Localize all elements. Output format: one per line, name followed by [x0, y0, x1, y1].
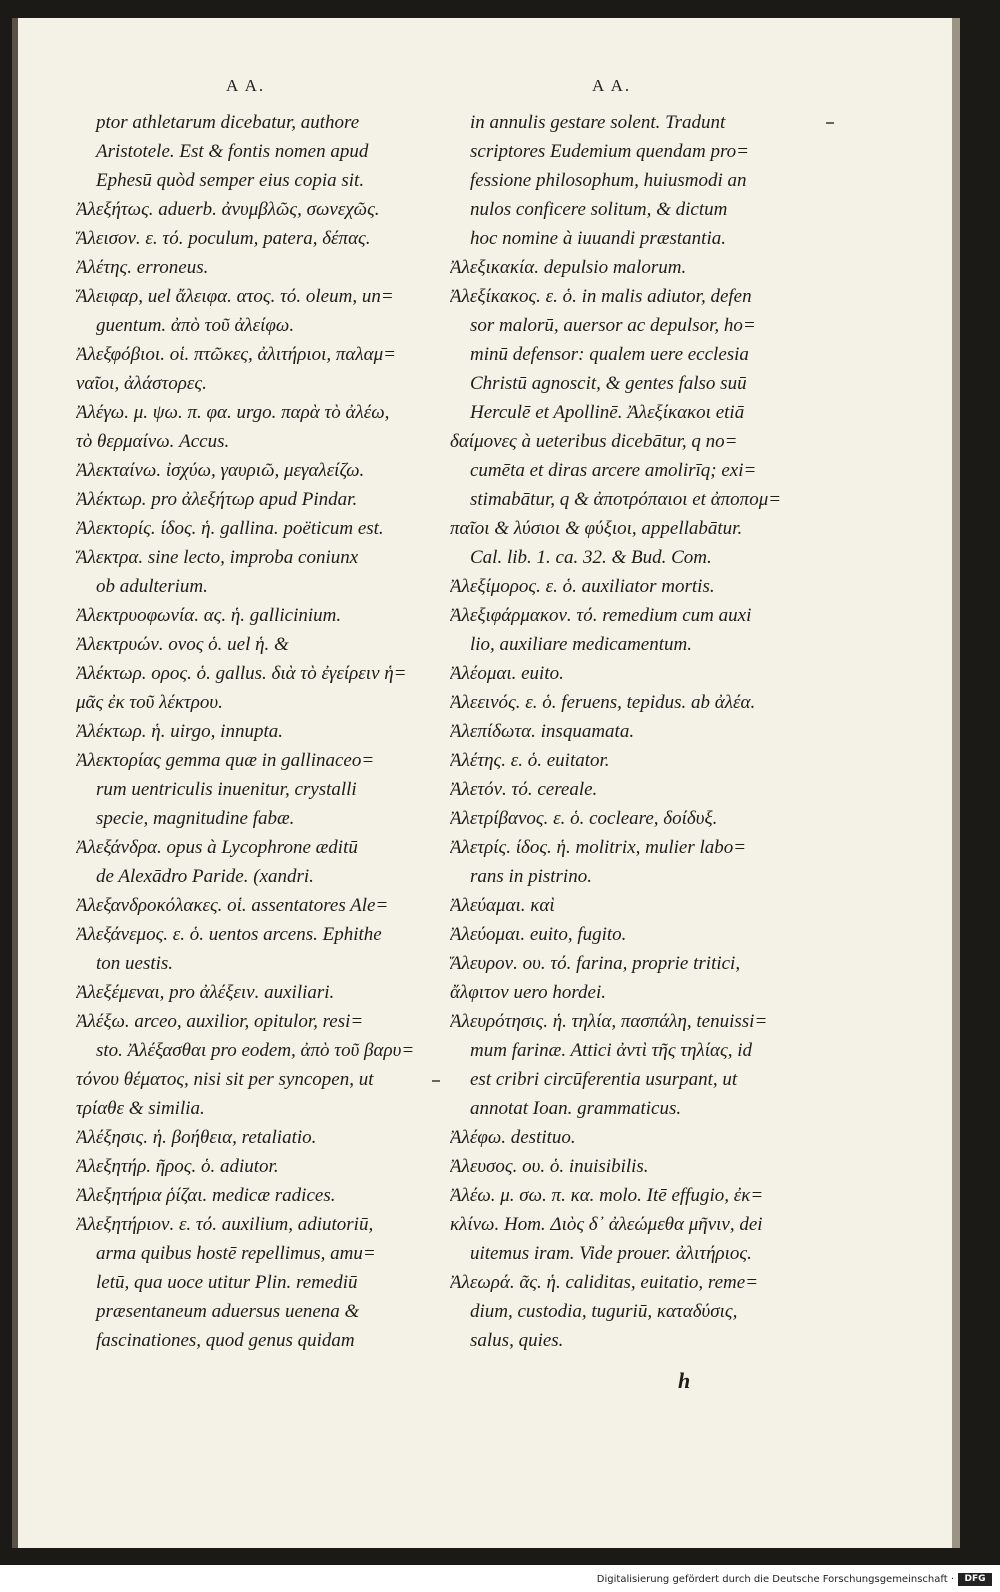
text-line: Ἀλεκτορίς. ίδος. ἡ. gallina. poëticum est. — [76, 518, 384, 539]
text-line: lio, auxiliare medicamentum. — [470, 634, 692, 655]
text-line: Ἀλέγω. μ. ψω. π. φα. urgo. παρὰ τὸ ἀλέω, — [76, 402, 390, 423]
text-line: Ἀλεξητήρια ῥίζαι. medicæ radices. — [76, 1185, 336, 1206]
text-line: Ἀλεκταίνω. ἰσχύω, γαυριῶ, μεγαλείζω. — [76, 460, 365, 481]
text-line: de Alexādro Paride. (xandri. — [96, 866, 314, 887]
book-page — [12, 18, 960, 1548]
text-line: Ἀλεξανδροκόλακες. οἱ. assentatores Ale= — [76, 895, 389, 916]
text-line: ναῖοι, ἀλάστορες. — [76, 373, 207, 394]
text-line: arma quibus hostē repellimus, amu= — [96, 1243, 376, 1264]
margin-mark — [826, 122, 834, 124]
text-line: Ἀλεωρά. ᾶς. ἡ. caliditas, euitatio, reme= — [450, 1272, 759, 1293]
text-line: ton uestis. — [96, 953, 174, 974]
text-line: uitemus iram. Vide prouer. ἀλιτήριος. — [470, 1243, 752, 1264]
text-line: Ἀλεξητήρ. ῆρος. ὁ. adiutor. — [76, 1156, 279, 1177]
text-line: ob adulterium. — [96, 576, 208, 597]
text-line: Ἀλεύαμαι. καὶ — [450, 895, 555, 916]
text-line: Ἀλέφω. destituo. — [450, 1127, 576, 1148]
text-line: specie, magnitudine fabæ. — [96, 808, 295, 829]
dfg-logo: DFG — [958, 1573, 992, 1586]
text-line: Ephesū quòd semper eius copia sit. — [96, 170, 365, 191]
text-line: mum farinæ. Attici ἀντὶ τῆς τηλίας, id — [470, 1040, 752, 1061]
text-line: Ἀλεξιφάρμακον. τό. remedium cum auxi — [450, 605, 752, 626]
right-column — [450, 108, 850, 1355]
text-line: Ἀλεξάνεμος. ε. ὁ. uentos arcens. Ephithe — [76, 924, 382, 945]
text-line: Ἀλεκτρυοφωνία. ας. ἡ. gallicinium. — [76, 605, 342, 626]
text-line: Ἀλεξφόβιοι. οἱ. πτῶκες, ἀλιτήριοι, παλαμ= — [76, 344, 396, 365]
text-line: nulos conficere solitum, & dictum — [470, 199, 728, 220]
text-line: Cal. lib. 1. ca. 32. & Bud. Com. — [470, 547, 712, 568]
text-line: Ἀλετρίβανος. ε. ὁ. cocleare, δοίδυξ. — [450, 808, 718, 829]
running-head-left: A A. — [226, 76, 266, 95]
text-line: letū, qua uoce utitur Plin. remediū — [96, 1272, 358, 1293]
text-line: Ἀλεκτρυών. ονος ὁ. uel ἡ. & — [76, 634, 289, 655]
text-line: salus, quies. — [470, 1330, 564, 1351]
text-line: Ἀλεξήτως. aduerb. ἀνυμβλῶς, σωνεχῶς. — [76, 199, 380, 220]
text-line: ptor athletarum dicebatur, authore — [96, 112, 360, 133]
text-line: Ἀλέομαι. euito. — [450, 663, 564, 684]
text-line: rans in pistrino. — [470, 866, 592, 887]
text-line: Ἀλέω. μ. σω. π. κα. molo. Itē effugio, ἐκ= — [450, 1185, 764, 1206]
text-line: Ἀλέκτωρ. ἡ. uirgo, innupta. — [76, 721, 283, 742]
footer-bar — [0, 1568, 1000, 1592]
text-line: dium, custodia, tuguriū, καταδύσις, — [470, 1301, 738, 1322]
text-line: τόνου θέματος, nisi sit per syncopen, ut — [76, 1069, 374, 1090]
running-head-right: A A. — [592, 76, 632, 95]
text-line: Ἀλεξέμεναι, pro ἀλέξειν. auxiliari. — [76, 982, 335, 1003]
left-column — [76, 108, 476, 1355]
text-line: cumēta et diras arcere amolirīq; exi= — [470, 460, 757, 481]
text-line: fascinationes, quod genus quidam — [96, 1330, 355, 1351]
text-line: Ἀλεεινός. ε. ὁ. feruens, tepidus. ab ἀλέα. — [450, 692, 756, 713]
text-line: Ἀλεξίκακος. ε. ὁ. in malis adiutor, defen — [450, 286, 752, 307]
text-line: κλίνω. Hom. Διὸς δ᾽ ἀλεώμεθα μῆνιν, dei — [450, 1214, 763, 1235]
text-line: hoc nomine à iuuandi præstantia. — [470, 228, 726, 249]
text-line: παῖοι & λύσιοι & φύξιοι, appellabātur. — [450, 518, 743, 539]
text-line: præsentaneum aduersus uenena & — [96, 1301, 360, 1322]
text-line: Ἀλεύομαι. euito, fugito. — [450, 924, 627, 945]
text-line: ἄλφιτον uero hordei. — [450, 982, 606, 1003]
text-line: Ἀλέξησις. ἡ. βοήθεια, retaliatio. — [76, 1127, 317, 1148]
text-line: annotat Ioan. grammaticus. — [470, 1098, 682, 1119]
text-line: scriptores Eudemium quendam pro= — [470, 141, 749, 162]
text-line: Ἀλεξάνδρα. opus à Lycophrone æditū — [76, 837, 358, 858]
footer-credit: Digitalisierung gefördert durch die Deutsche Forschungsgemeinschaft · — [596, 1574, 954, 1585]
text-line: Ἄλειφαρ, uel ἄλειφα. ατος. τό. oleum, un= — [76, 286, 394, 307]
text-line: guentum. ἀπὸ τοῦ ἀλείφω. — [96, 315, 295, 336]
text-line: Ἀλέτης. ε. ὁ. euitator. — [450, 750, 610, 771]
text-line: Ἀλέτης. erroneus. — [76, 257, 209, 278]
text-line: fessione philosophum, huiusmodi an — [470, 170, 747, 191]
margin-mark — [432, 1080, 440, 1082]
text-line: Ἀλέξω. arceo, auxilior, opitulor, resi= — [76, 1011, 364, 1032]
text-line: Ἀλέκτωρ. ορος. ὁ. gallus. διὰ τὸ ἐγείρειν ἡ= — [76, 663, 407, 684]
text-line: δαίμονες à ueteribus dicebātur, q no= — [450, 431, 738, 452]
text-line: Aristotele. Est & fontis nomen apud — [96, 141, 369, 162]
text-line: rum uentriculis inuenitur, crystalli — [96, 779, 357, 800]
text-line: est cribri circūferentia usurpant, ut — [470, 1069, 738, 1090]
text-line: sor malorū, auersor ac depulsor, ho= — [470, 315, 756, 336]
text-line: Ἀλετόν. τό. cereale. — [450, 779, 598, 800]
text-line: Ἀλευσος. ου. ὁ. inuisibilis. — [450, 1156, 649, 1177]
text-line: τὸ θερμαίνω. Accus. — [76, 431, 230, 452]
text-line: Ἄλεκτρα. sine lecto, improba coniunx — [76, 547, 359, 568]
text-line: Christū agnoscit, & gentes falso suū — [470, 373, 747, 394]
text-line: Ἀλεξίμορος. ε. ὁ. auxiliator mortis. — [450, 576, 715, 597]
text-line: Ἄλευρον. ου. τό. farina, proprie tritici, — [450, 953, 741, 974]
text-line: stimabātur, q & ἀποτρόπαιοι et ἀποπομ= — [470, 489, 782, 510]
text-line: μᾶς ἐκ τοῦ λέκτρου. — [76, 692, 223, 713]
text-line: Ἀλέκτωρ. pro ἀλεξήτωρ apud Pindar. — [76, 489, 358, 510]
signature-mark: h — [678, 1368, 691, 1393]
text-line: Ἀλευρότησις. ἡ. τηλία, πασπάλη, tenuissi= — [450, 1011, 768, 1032]
text-line: Ἀλεξητήριον. ε. τό. auxilium, adiutoriū, — [76, 1214, 374, 1235]
text-line: minū defensor: qualem uere ecclesia — [470, 344, 749, 365]
text-line: τρίαθε & similia. — [76, 1098, 205, 1119]
text-line: Ἀλεκτορίας gemma quæ in gallinaceo= — [76, 750, 375, 771]
text-line: Ἄλεισον. ε. τό. poculum, patera, δέπας. — [76, 228, 371, 249]
text-line: Ἀλεπίδωτα. insquamata. — [450, 721, 635, 742]
text-line: in annulis gestare solent. Tradunt — [470, 112, 726, 133]
text-line: Ἀλετρίς. ίδος. ἡ. molitrix, mulier labo= — [450, 837, 747, 858]
text-line: Herculē et Apollinē. Ἀλεξίκακοι etiā — [470, 402, 745, 423]
text-line: sto. Ἀλέξασθαι pro eodem, ἀπὸ τοῦ βαρυ= — [96, 1040, 415, 1061]
text-line: Ἀλεξικακία. depulsio malorum. — [450, 257, 687, 278]
